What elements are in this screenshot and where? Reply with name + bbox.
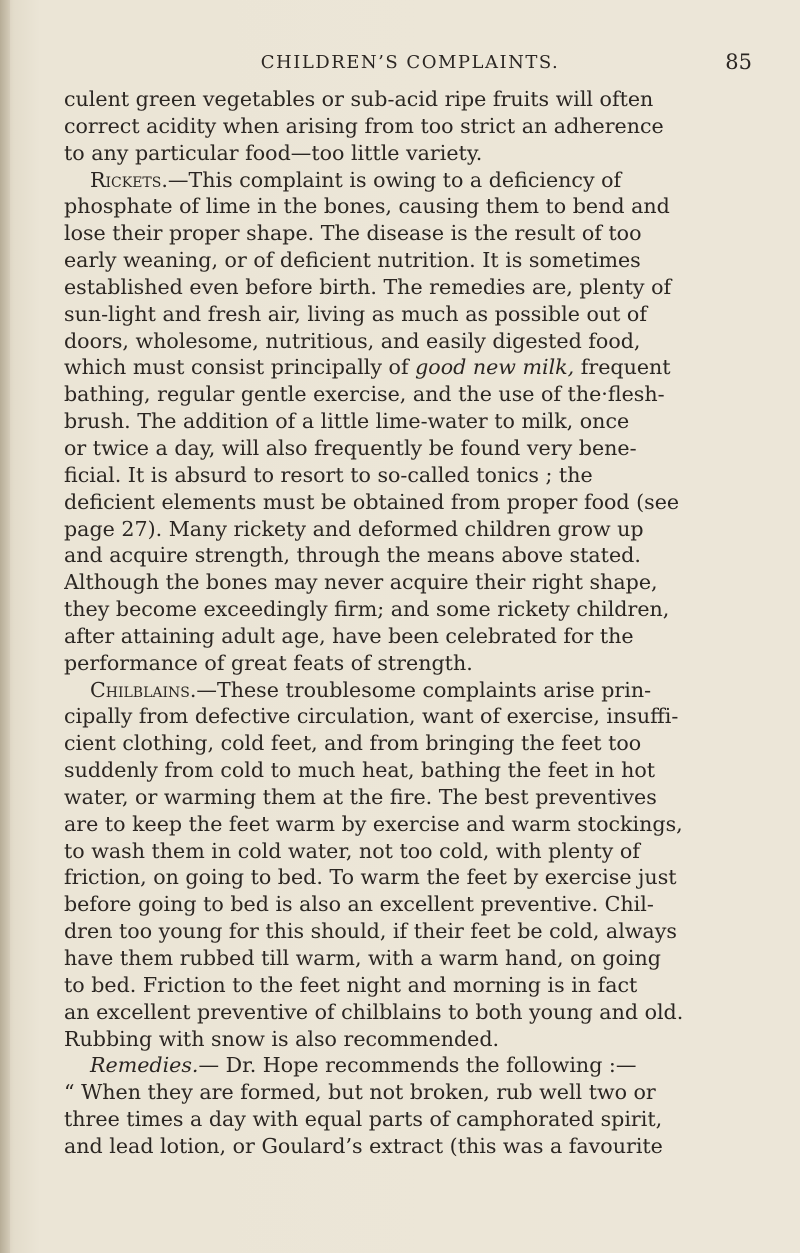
- text-line: after attaining adult age, have been celebrated for the: [64, 623, 634, 648]
- text-line: established even before birth. The remedies are, plenty of: [64, 274, 672, 299]
- paragraph-chilblains-start: [64, 677, 770, 704]
- chilblains-intro: —These troublesome complaints arise prin-: [196, 677, 652, 702]
- body-text: [64, 86, 770, 1160]
- page-number: 85: [725, 50, 752, 74]
- text-line: Although the bones may never acquire their right shape,: [64, 570, 658, 595]
- text-line: to any particular food—too little variety.: [64, 140, 483, 165]
- text-line: an excellent preventive of chilblains to both young and old.: [64, 999, 684, 1024]
- text-line: brush. The addition of a little lime-water to milk, once: [64, 409, 630, 434]
- text-line: deficient elements must be obtained from proper food (see: [64, 489, 680, 514]
- text-line: bathing, regular gentle exercise, and the use of the·flesh-: [64, 382, 665, 407]
- text-line: friction, on going to bed. To warm the feet by exercise just: [64, 865, 677, 890]
- text-line: three times a day with equal parts of camphorated spirit,: [64, 1107, 663, 1132]
- text-line: cient clothing, cold feet, and from bringing the feet too: [64, 731, 642, 756]
- text-line: water, or warming them at the fire. The best preventives: [64, 784, 657, 809]
- text-line: culent green vegetables or sub-acid ripe fruits will often: [64, 87, 654, 111]
- text-line: are to keep the feet warm by exercise and warm stockings,: [64, 811, 683, 836]
- heading-rickets: Rickets.: [90, 167, 168, 192]
- milk-line-post: frequent: [580, 355, 671, 380]
- text-line: ficial. It is absurd to resort to so-called tonics ; the: [64, 462, 593, 487]
- heading-chilblains: Chilblains.: [90, 677, 197, 702]
- text-line: Rubbing with snow is also recommended.: [64, 1026, 500, 1051]
- remedies-intro: — Dr. Hope recommends the following :—: [198, 1053, 637, 1078]
- text-line: or twice a day, will also frequently be found very bene-: [64, 435, 637, 460]
- running-header: [60, 52, 760, 82]
- text-line: before going to bed is also an excellent preventive. Chil-: [64, 892, 654, 917]
- text-line: performance of great feats of strength.: [64, 650, 473, 675]
- paragraph-rickets-start: [64, 167, 770, 194]
- text-line: cipally from defective circulation, want of exercise, insuffi-: [64, 704, 679, 729]
- text-line: they become exceedingly firm; and some rickety children,: [64, 597, 670, 622]
- text-line: correct acidity when arising from too strict an adherence: [64, 113, 664, 138]
- emphasis-good-new-milk: good new milk,: [415, 355, 575, 380]
- milk-line-pre: which must consist principally of: [64, 355, 409, 380]
- text-line: to bed. Friction to the feet night and morning is in fact: [64, 972, 638, 997]
- heading-remedies: Remedies.: [90, 1053, 199, 1078]
- text-line: doors, wholesome, nutritious, and easily digested food,: [64, 328, 641, 353]
- text-line: phosphate of lime in the bones, causing them to bend and: [64, 194, 670, 219]
- text-line: suddenly from cold to much heat, bathing the feet in hot: [64, 758, 656, 783]
- text-line: sun-light and fresh air, living as much as possible out of: [64, 301, 647, 326]
- text-line: “ When they are formed, but not broken, rub well two or: [64, 1080, 656, 1105]
- running-title: CHILDREN’S COMPLAINTS.: [260, 52, 560, 73]
- rickets-intro: —This complaint is owing to a deficiency of: [167, 167, 622, 192]
- paragraph-remedies-start: [64, 1052, 770, 1079]
- text-line: and lead lotion, or Goulard’s extract (this was a favourite: [64, 1133, 663, 1158]
- text-line: and acquire strength, through the means above stated.: [64, 543, 641, 568]
- text-line: [64, 354, 770, 381]
- text-line: lose their proper shape. The disease is the result of too: [64, 221, 642, 246]
- text-line: have them rubbed till warm, with a warm hand, on going: [64, 946, 661, 970]
- text-line: early weaning, or of deficient nutrition. It is sometimes: [64, 248, 641, 273]
- text-line: page 27). Many rickety and deformed children grow up: [64, 516, 644, 541]
- page-gutter-shadow: [0, 0, 10, 1253]
- text-line: dren too young for this should, if their feet be cold, always: [64, 919, 677, 944]
- text-line: to wash them in cold water, not too cold, with plenty of: [64, 838, 640, 863]
